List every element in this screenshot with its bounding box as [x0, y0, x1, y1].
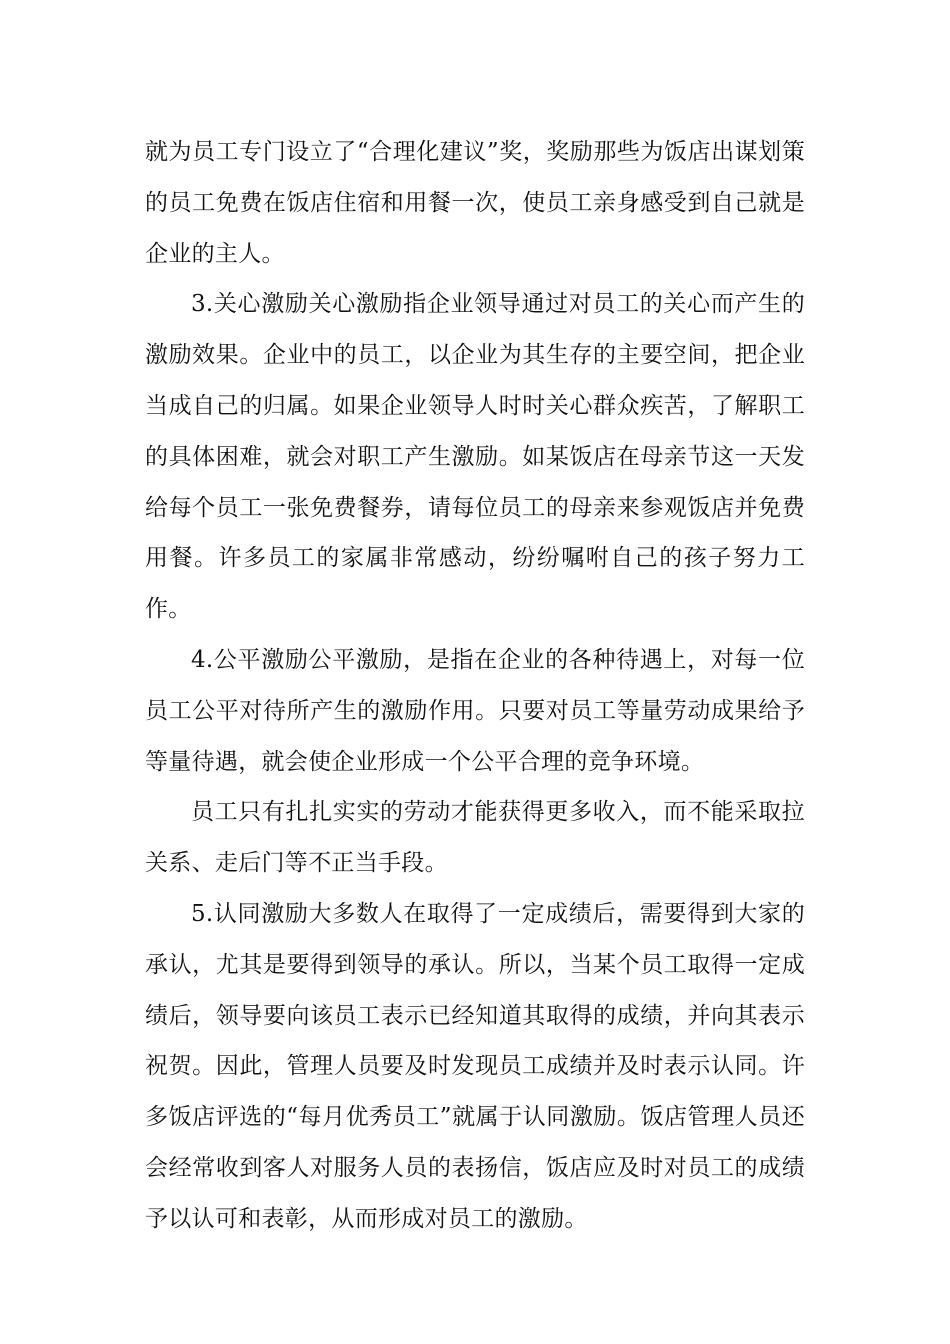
paragraph-4: 员工只有扎扎实实的劳动才能获得更多收入，而不能采取拉关系、走后门等不正当手段。 [145, 799, 805, 877]
paragraph-2: 3.关心激励关心激励指企业领导通过对员工的关心而产生的激励效果。企业中的员工，以企业为其生存的主要空间，把企业当成自己的归属。如果企业领导人时时关心群众疾苦，了解职工的具体困难，就会对职工产生激励。如某饭店在母亲节这一天发给每个员工一张免费餐券，请每位员工的母亲来参观饭店并免费用餐。许多员工的家属非常感动，纷纷嘱咐自己的孩子努力工作。 [145, 291, 805, 623]
paragraph-3: 4.公平激励公平激励，是指在企业的各种待遇上，对每一位员工公平对待所产生的激励作用。只要对员工等量劳动成果给予等量待遇，就会使企业形成一个公平合理的竞争环境。 [145, 646, 805, 775]
paragraph-1: 就为员工专门设立了“合理化建议”奖，奖励那些为饭店出谋划策的员工免费在饭店住宿和用餐一次，使员工亲身感受到自己就是企业的主人。 [145, 139, 805, 267]
document-body [145, 127, 805, 1245]
paragraph-5: 5.认同激励大多数人在取得了一定成绩后，需要得到大家的承认，尤其是要得到领导的承认。所以，当某个员工取得一定成绩后，领导要向该员工表示已经知道其取得的成绩，并向其表示祝贺。因此，管理人员要及时发现员工成绩并及时表示认同。许多饭店评选的“每月优秀员工”就属于认同激励。饭店管理人员还会经常收到客人对服务人员的表扬信，饭店应及时对员工的成绩予以认可和表彰，从而形成对员工的激励。 [145, 900, 805, 1232]
